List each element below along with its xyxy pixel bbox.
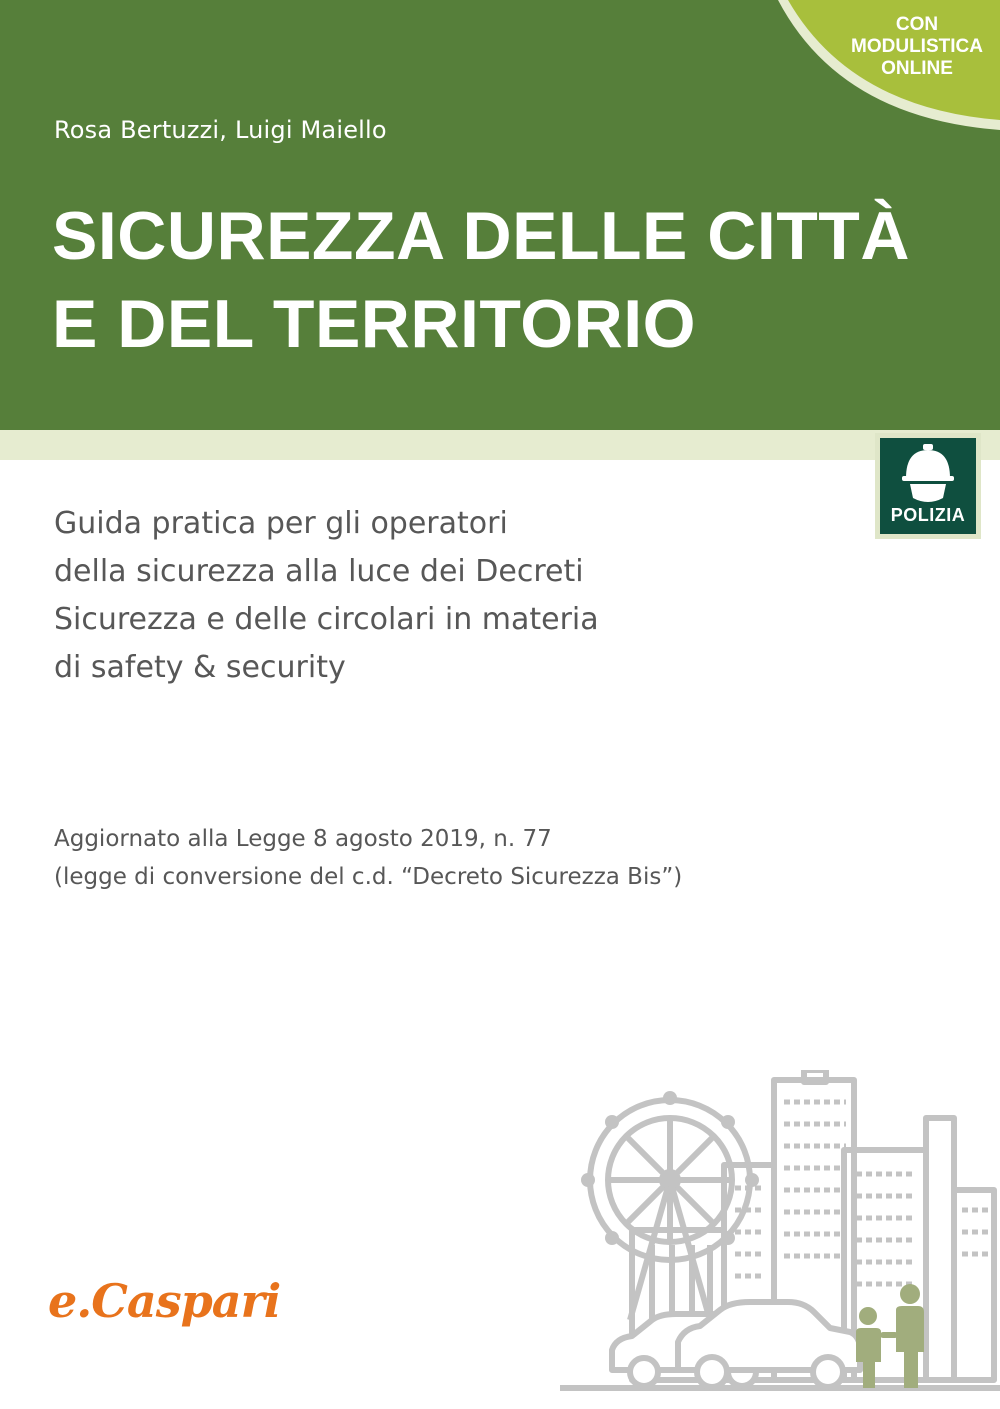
title-line: E DEL TERRITORIO [52,286,697,362]
police-badge-panel [880,438,976,534]
police-series-badge [875,433,981,539]
book-title [52,192,910,368]
corner-badge [770,0,1000,140]
publisher-logo: e.Caspari [48,1274,281,1328]
subtitle-line: della sicurezza alla luce dei Decreti [54,554,584,589]
title-line: SICUREZZA DELLE CITTÀ [52,198,910,274]
update-note [54,820,682,896]
update-line: (legge di conversione del c.d. “Decreto Sicurezza Bis”) [54,864,683,890]
header-stripe [0,430,1000,460]
subtitle-line: di safety & security [54,650,346,685]
people-icon [856,1284,924,1388]
corner-badge-text [842,14,992,80]
city-illustration [560,1070,1000,1409]
corner-badge-line: MODULISTICA [851,36,983,57]
police-helmet-icon [880,440,976,510]
authors: Rosa Bertuzzi, Luigi Maiello [54,116,387,144]
subtitle-line: Guida pratica per gli operatori [54,506,508,541]
police-label: POLIZIA [890,505,966,525]
city-skyline-icon [560,1070,1000,1409]
corner-badge-line: ONLINE [881,58,953,79]
update-line: Aggiornato alla Legge 8 agosto 2019, n. 77 [54,826,552,852]
subtitle-line: Sicurezza e delle circolari in materia [54,602,599,637]
corner-badge-line: CON [895,14,939,35]
subtitle [54,500,599,692]
